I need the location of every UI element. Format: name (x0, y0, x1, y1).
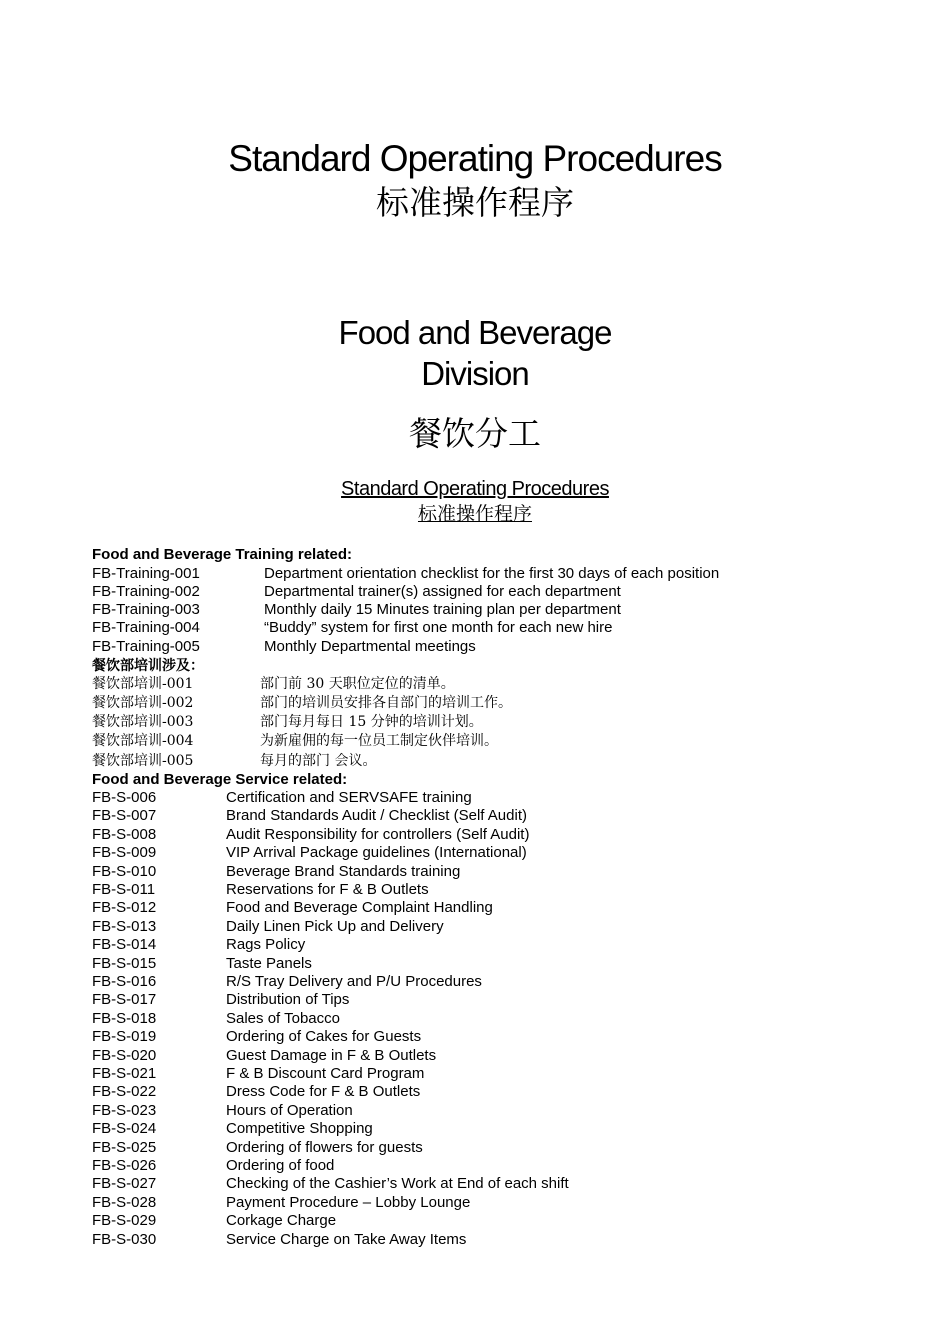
list-item (92, 1120, 892, 1138)
list-item (92, 583, 892, 601)
item-code: FB-S-013 (92, 918, 157, 935)
item-description: R/S Tray Delivery and P/U Procedures (226, 973, 482, 990)
item-description: Ordering of food (226, 1157, 335, 1174)
list-item (92, 732, 892, 751)
item-code: FB-S-018 (92, 1010, 157, 1027)
page-title-chinese: 标准操作程序 (376, 183, 574, 222)
item-description: Checking of the Cashier’s Work at End of each shift (226, 1175, 569, 1192)
list-item (92, 863, 892, 881)
item-code: FB-S-022 (92, 1083, 157, 1100)
item-code: FB-Training-002 (92, 583, 200, 600)
item-description: Department orientation checklist for the first 30 days of each position (264, 565, 720, 582)
list-item (92, 1065, 892, 1083)
list-item (92, 601, 892, 619)
list-item (92, 713, 892, 732)
list-item (92, 991, 892, 1009)
item-description: Dress Code for F & B Outlets (226, 1083, 421, 1100)
item-code: FB-S-009 (92, 844, 157, 861)
item-code: FB-S-007 (92, 807, 157, 824)
list-item (92, 807, 892, 825)
list-item (92, 1028, 892, 1046)
item-description: Taste Panels (226, 955, 312, 972)
item-code: FB-S-028 (92, 1194, 157, 1211)
list-item (92, 638, 892, 656)
list-item (92, 675, 892, 694)
list-item (92, 694, 892, 713)
item-code: FB-Training-003 (92, 601, 200, 618)
item-description: 每月的部门 会议。 (260, 753, 377, 769)
item-description: Reservations for F & B Outlets (226, 881, 429, 898)
division-title-line1: Food and Beverage (338, 314, 612, 351)
item-description: Brand Standards Audit / Checklist (Self Audit) (226, 807, 527, 824)
item-code: 餐饮部培训-001 (92, 676, 194, 692)
item-description: Food and Beverage Complaint Handling (226, 899, 493, 916)
item-code: FB-S-024 (92, 1120, 157, 1137)
item-description: Certification and SERVSAFE training (226, 789, 472, 806)
list-item (92, 1139, 892, 1157)
list-item (92, 899, 892, 917)
list-item (92, 1047, 892, 1065)
list-item (92, 918, 892, 936)
list-item (92, 752, 892, 771)
item-description: Payment Procedure – Lobby Lounge (226, 1194, 471, 1211)
item-description: Hours of Operation (226, 1102, 353, 1119)
item-code: FB-Training-001 (92, 565, 200, 582)
item-description: Monthly Departmental meetings (264, 638, 476, 655)
item-code: 餐饮部培训-003 (92, 714, 194, 730)
item-description: 部门每月每日 15 分钟的培训计划。 (260, 714, 483, 730)
section-subtitle-chinese: 标准操作程序 (417, 503, 532, 525)
item-code: FB-S-015 (92, 955, 157, 972)
item-code: 餐饮部培训-005 (92, 753, 194, 769)
item-description: 部门的培训员安排各自部门的培训工作。 (260, 695, 512, 711)
item-code: FB-S-021 (92, 1065, 157, 1082)
item-code: FB-S-017 (92, 991, 157, 1008)
item-description: Monthly daily 15 Minutes training plan per department (264, 601, 621, 618)
list-item (92, 789, 892, 807)
list-item (92, 936, 892, 954)
page-title: Standard Operating Procedures (228, 138, 722, 179)
item-code: FB-S-011 (92, 881, 156, 898)
training-heading-chinese: 餐饮部培训涉及： (92, 658, 204, 674)
item-code: FB-S-025 (92, 1139, 157, 1156)
item-description: F & B Discount Card Program (226, 1065, 425, 1082)
item-description: Beverage Brand Standards training (226, 863, 461, 880)
item-description: Ordering of Cakes for Guests (226, 1028, 422, 1045)
item-code: FB-S-016 (92, 973, 157, 990)
list-item (92, 844, 892, 862)
division-title-line2: Division (421, 355, 529, 392)
item-code: FB-S-006 (92, 789, 157, 806)
list-item (92, 1212, 892, 1230)
list-item (92, 826, 892, 844)
item-code: FB-Training-004 (92, 619, 200, 636)
item-description: 为新雇佣的每一位员工制定伙伴培训。 (260, 733, 498, 749)
item-code: 餐饮部培训-004 (92, 733, 194, 749)
item-description: VIP Arrival Package guidelines (International) (226, 844, 527, 861)
item-description: Competitive Shopping (226, 1120, 373, 1137)
list-item (92, 1157, 892, 1175)
list-item (92, 881, 892, 899)
list-item (92, 1010, 892, 1028)
list-item (92, 1102, 892, 1120)
item-description: Daily Linen Pick Up and Delivery (226, 918, 444, 935)
item-code: FB-S-023 (92, 1102, 157, 1119)
item-description: Service Charge on Take Away Items (226, 1231, 467, 1248)
item-code: FB-S-014 (92, 936, 157, 953)
item-code: FB-S-026 (92, 1157, 157, 1174)
list-item (92, 1175, 892, 1193)
item-description: Rags Policy (226, 936, 306, 953)
item-code: FB-S-012 (92, 899, 157, 916)
item-code: FB-S-008 (92, 826, 157, 843)
section-subtitle: Standard Operating Procedures (341, 478, 609, 500)
item-description: Corkage Charge (226, 1212, 337, 1229)
division-title-chinese: 餐饮分工 (409, 414, 541, 453)
list-item (92, 1194, 892, 1212)
item-code: FB-S-020 (92, 1047, 157, 1064)
list-item (92, 565, 892, 583)
item-description: Sales of Tobacco (226, 1010, 340, 1027)
item-description: Ordering of flowers for guests (226, 1139, 423, 1156)
item-code: FB-S-027 (92, 1175, 157, 1192)
item-description: “Buddy” system for first one month for each new hire (264, 619, 613, 636)
list-item (92, 973, 892, 991)
service-heading: Food and Beverage Service related: (92, 771, 348, 788)
item-code: 餐饮部培训-002 (92, 695, 194, 711)
item-code: FB-S-019 (92, 1028, 157, 1045)
item-description: Distribution of Tips (226, 991, 350, 1008)
training-heading: Food and Beverage Training related: (92, 546, 353, 563)
item-description: Departmental trainer(s) assigned for each department (264, 583, 621, 600)
item-code: FB-S-029 (92, 1212, 157, 1229)
item-code: FB-S-010 (92, 863, 157, 880)
list-item (92, 619, 892, 637)
list-item (92, 1083, 892, 1101)
list-item (92, 955, 892, 973)
item-description: Guest Damage in F & B Outlets (226, 1047, 437, 1064)
item-description: Audit Responsibility for controllers (Self Audit) (226, 826, 530, 843)
item-description: 部门前 30 天职位定位的清单。 (260, 676, 455, 692)
item-code: FB-Training-005 (92, 638, 200, 655)
list-item (92, 1231, 892, 1249)
item-code: FB-S-030 (92, 1231, 157, 1248)
